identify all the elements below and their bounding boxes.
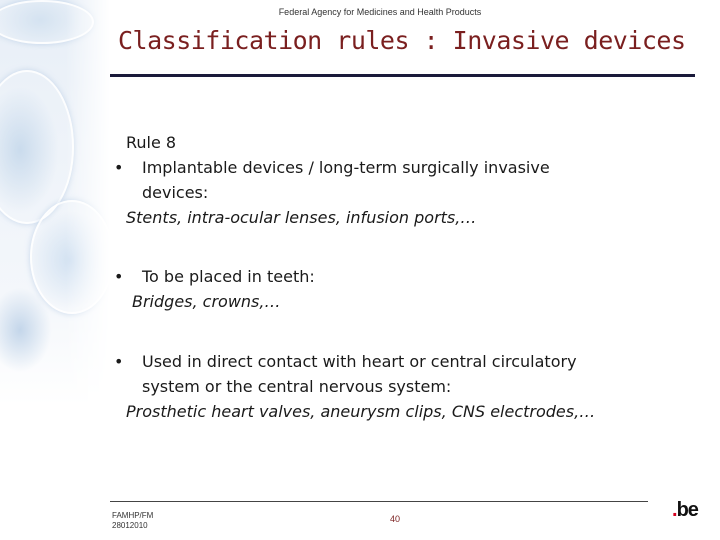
bullet-item [110, 155, 690, 205]
bullet-text: Implantable devices / long-term surgically invasive [142, 158, 550, 177]
footer-info [112, 511, 153, 531]
footer-divider [110, 501, 648, 502]
footer-date: 28012010 [112, 521, 148, 530]
bullet-icon: • [114, 352, 124, 371]
bullet-text-continued: devices: [142, 183, 209, 202]
bullet-text-continued: system or the central nervous system: [142, 377, 452, 396]
footer-author: FAMHP/FM [112, 511, 154, 520]
be-logo [672, 499, 698, 522]
page-number: 40 [390, 514, 401, 524]
slide-content [110, 130, 690, 424]
bullet-icon: • [114, 267, 124, 286]
slide-title: Classification rules : Invasive devices [118, 26, 686, 55]
background-pills-image [0, 0, 110, 540]
title-divider [110, 74, 695, 77]
bullet-item [110, 349, 690, 399]
bullet-text: To be placed in teeth: [142, 267, 315, 286]
agency-header: Federal Agency for Medicines and Health Products [278, 7, 482, 17]
logo-text: be [676, 499, 698, 521]
bullet-text: Used in direct contact with heart or central circulatory [142, 352, 577, 371]
example-text: Prosthetic heart valves, aneurysm clips, CNS electrodes,… [126, 402, 596, 421]
example-text: Bridges, crowns,… [132, 292, 281, 311]
logo-dot: . [672, 499, 677, 521]
bullet-item [110, 264, 690, 289]
example-text: Stents, intra-ocular lenses, infusion ports,… [126, 208, 477, 227]
rule-heading: Rule 8 [126, 133, 177, 152]
bullet-icon: • [114, 158, 124, 177]
